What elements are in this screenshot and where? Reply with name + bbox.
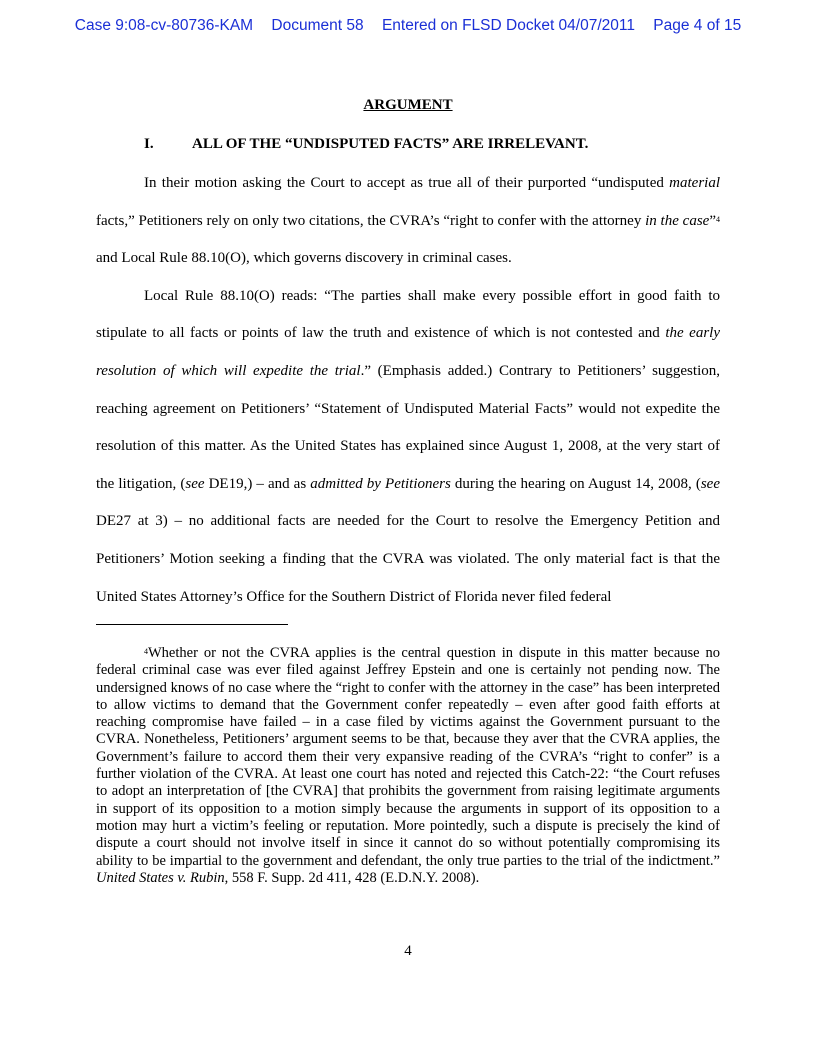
- footnote-text-1: Whether or not the CVRA applies is the central question in dispute in this matter because no federal criminal case was ever filed against Jeffrey Epstein and one is certainly not pending now. The undersigned knows of no case where the “right to confer with the attorney in the case” has been interpreted to allow victims to demand that the Government confer repeatedly – even after good faith efforts at reaching compromise have failed – in a case filed by victims against the Government pursuant to the CVRA. Nonetheless, Petitioners’ argument seems to be that, because they aver that the CVRA applies, the Government’s failure to accord them their very expansive reading of the CVRA’s “right to confer” is a further violation of the CVRA. At least one court has noted and rejected this Catch-22: “the Court refuses to adopt an interpretation of [the CVRA] that prohibits the government from raising legitimate arguments in support of its opposition to a motion simply because the arguments in support of its opposition to a motion may hurt a victim’s feeling or reputation. More pointedly, such a dispute is precisely the kind of dispute a court should not involve itself in since it cannot do so without potentially compromising its ability to be impartial to the government and defendant, the only true parties to the trial of the indictment.”: [96, 645, 720, 869]
- argument-heading: ARGUMENT: [363, 97, 453, 113]
- footnote-case-citation: United States v. Rubin: [96, 869, 225, 886]
- docket-entry: Entered on FLSD Docket 04/07/2011: [381, 17, 635, 34]
- p2-italic-1: the early resolution of which will expedite the trial: [96, 325, 720, 379]
- document-number: Document 58: [271, 17, 364, 34]
- p2-italic-4: see: [700, 475, 720, 492]
- p1-text-2: facts,” Petitioners rely on only two citations, the CVRA’s “right to confer with the attorney: [96, 212, 646, 229]
- p1-text-1: In their motion asking the Court to accept as true all of their purported “undisputed: [144, 175, 670, 191]
- p2-text-1: Local Rule 88.10(O) reads: “The parties shall make every possible effort in good faith to stipulate to all facts or points of law the truth and existence of which is not contested and: [96, 287, 720, 342]
- p2-text-4: during the hearing on August 14, 2008, (: [450, 475, 701, 492]
- footnote-4: [96, 645, 720, 887]
- docket-header: [0, 17, 816, 35]
- p1-text-4: and Local Rule 88.10(O), which governs discovery in criminal cases.: [96, 250, 512, 267]
- p2-italic-2: see: [185, 475, 205, 492]
- footnote-divider: [96, 624, 288, 625]
- footnote-marker: 4: [144, 647, 148, 656]
- p1-text-3: ”: [709, 212, 716, 229]
- section-title: [144, 136, 588, 153]
- section-number: I.: [144, 136, 154, 152]
- page-count: Page 4 of 15: [653, 17, 742, 34]
- p1-italic-2: in the case: [645, 212, 710, 229]
- footnote-text-2: , 558 F. Supp. 2d 411, 428 (E.D.N.Y. 2008).: [224, 869, 480, 886]
- footnote-reference[interactable]: 4: [716, 214, 720, 224]
- paragraph-1: [96, 165, 720, 278]
- body-text: [96, 165, 720, 616]
- p1-italic-1: material: [669, 175, 720, 191]
- case-number: Case 9:08-cv-80736-KAM: [74, 17, 254, 34]
- paragraph-2: [96, 278, 720, 616]
- p2-text-2: .” (Emphasis added.) Contrary to Petitioners’ suggestion, reaching agreement on Petitioners’ “Statement of Undisputed Material Facts” would not expedite the resolution of this matter. As the United States has explained since August 1, 2008, at the very start of the litigation, (: [96, 362, 720, 492]
- p2-italic-3: admitted by Petitioners: [310, 475, 451, 492]
- section-heading: ALL OF THE “UNDISPUTED FACTS” ARE IRRELEVANT.: [192, 136, 589, 152]
- page-number: 4: [404, 943, 412, 959]
- p2-text-3: DE19,) – and as: [204, 475, 311, 492]
- p2-text-5: DE27 at 3) – no additional facts are needed for the Court to resolve the Emergency Petition and Petitioners’ Motion seeking a finding that the CVRA was violated. The only material fact is that the United States Attorney’s Office for the Southern District of Florida never filed federal: [96, 513, 720, 605]
